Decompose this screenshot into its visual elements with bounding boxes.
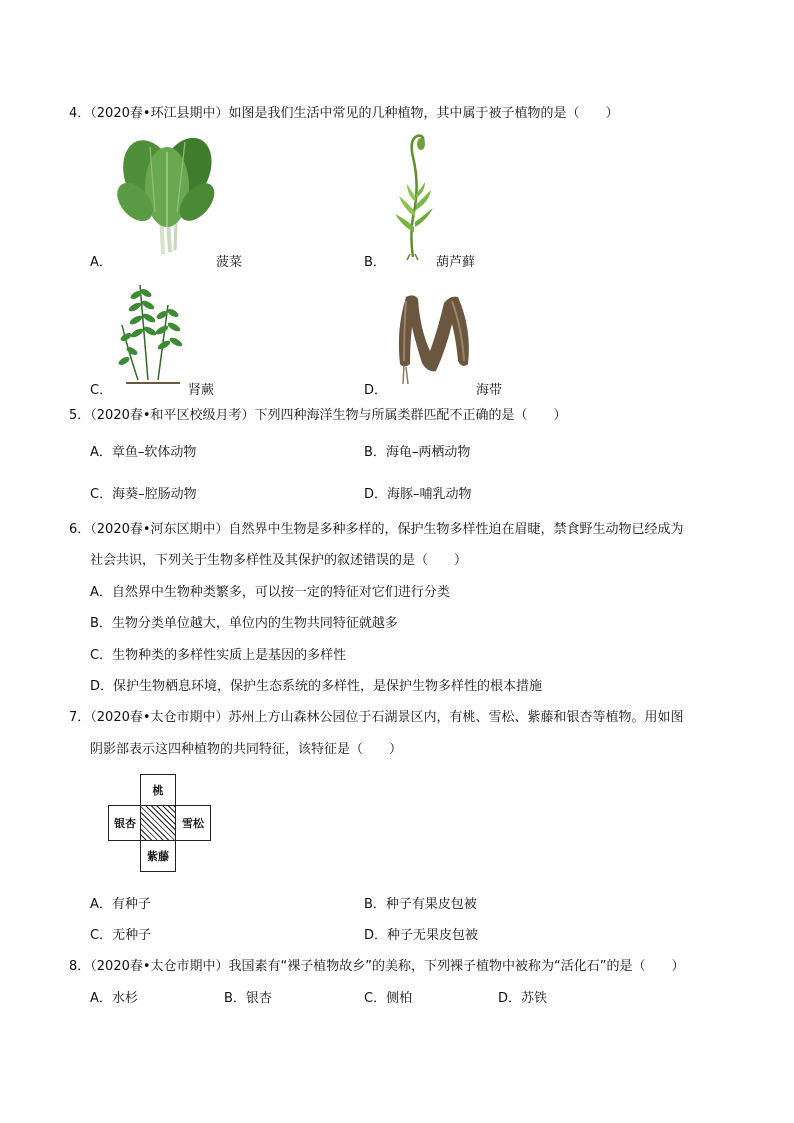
spinach-image <box>115 132 215 256</box>
question-5-stem: 5．（2020春•和平区校级月考）下列四种海洋生物与所属类群匹配不正确的是（ ） <box>69 408 567 423</box>
diagram-center-shaded-box <box>140 805 176 841</box>
diagram-left-box: 银杏 <box>108 805 142 841</box>
diagram-top-box: 桃 <box>140 774 176 806</box>
kelp-image <box>392 289 474 387</box>
diagram-bottom-box: 紫藤 <box>140 840 176 872</box>
q6-option-d: D．保护生物栖息环境，保护生态系统的多样性，是保护生物多样性的根本措施 <box>90 679 543 694</box>
moss-image <box>385 132 445 262</box>
question-6-stem-line1: 6．（2020春•河东区期中）自然界中生物是多种多样的，保护生物多样性迫在眉睫，禁食野生动物已经成为 <box>69 522 684 537</box>
q7-option-d: D．种子无果皮包被 <box>364 928 479 943</box>
question-7-stem-line2: 阴影部表示这四种植物的共同特征，该特征是（ ） <box>90 742 403 757</box>
question-4-stem: 4．（2020春•环江县期中）如图是我们生活中常见的几种植物，其中属于被子植物的是（ ） <box>69 106 619 121</box>
q4-option-c-letter: C． <box>90 383 113 398</box>
q8-option-a: A．水杉 <box>90 991 138 1006</box>
q7-option-b: B．种子有果皮包被 <box>364 897 477 912</box>
question-7-stem-line1: 7．（2020春•太仓市期中）苏州上方山森林公园位于石湖景区内，有桃、雪松、紫藤和银杏等植物。用如图 <box>69 710 684 725</box>
question-6-stem-line2: 社会共识，下列关于生物多样性及其保护的叙述错误的是（ ） <box>90 553 468 568</box>
q4-option-a-letter: A． <box>90 255 112 270</box>
q5-option-c: C．海葵–腔肠动物 <box>90 487 197 502</box>
q7-option-a: A．有种子 <box>90 897 151 912</box>
question-8-stem: 8．（2020春•太仓市期中）我国素有“裸子植物故乡”的美称，下列裸子植物中被称为“活化石”的是（ ） <box>69 959 685 974</box>
q6-option-b: B．生物分类单位越大，单位内的生物共同特征就越多 <box>90 616 398 631</box>
q4-option-b-letter: B． <box>364 255 386 270</box>
q4-option-d-letter: D． <box>364 383 388 398</box>
q5-option-b: B．海龟–两栖动物 <box>364 445 471 460</box>
diagram-right-box: 雪松 <box>175 805 211 841</box>
q6-option-a: A．自然界中生物种类繁多，可以按一定的特征对它们进行分类 <box>90 585 450 600</box>
q4-option-a-name: 菠菜 <box>216 255 243 270</box>
q8-option-d: D．苏铁 <box>498 991 548 1006</box>
q5-option-a: A．章鱼–软体动物 <box>90 445 197 460</box>
q8-option-b: B．银杏 <box>224 991 272 1006</box>
fern-image <box>118 275 188 387</box>
q4-option-d-name: 海带 <box>476 383 503 398</box>
q4-option-b-name: 葫芦藓 <box>436 255 476 270</box>
q5-option-d: D．海豚–哺乳动物 <box>364 487 472 502</box>
q8-option-c: C．侧柏 <box>364 991 413 1006</box>
q7-option-c: C．无种子 <box>90 928 152 943</box>
q6-option-c: C．生物种类的多样性实质上是基因的多样性 <box>90 648 347 663</box>
q4-option-c-name: 肾蕨 <box>188 383 215 398</box>
